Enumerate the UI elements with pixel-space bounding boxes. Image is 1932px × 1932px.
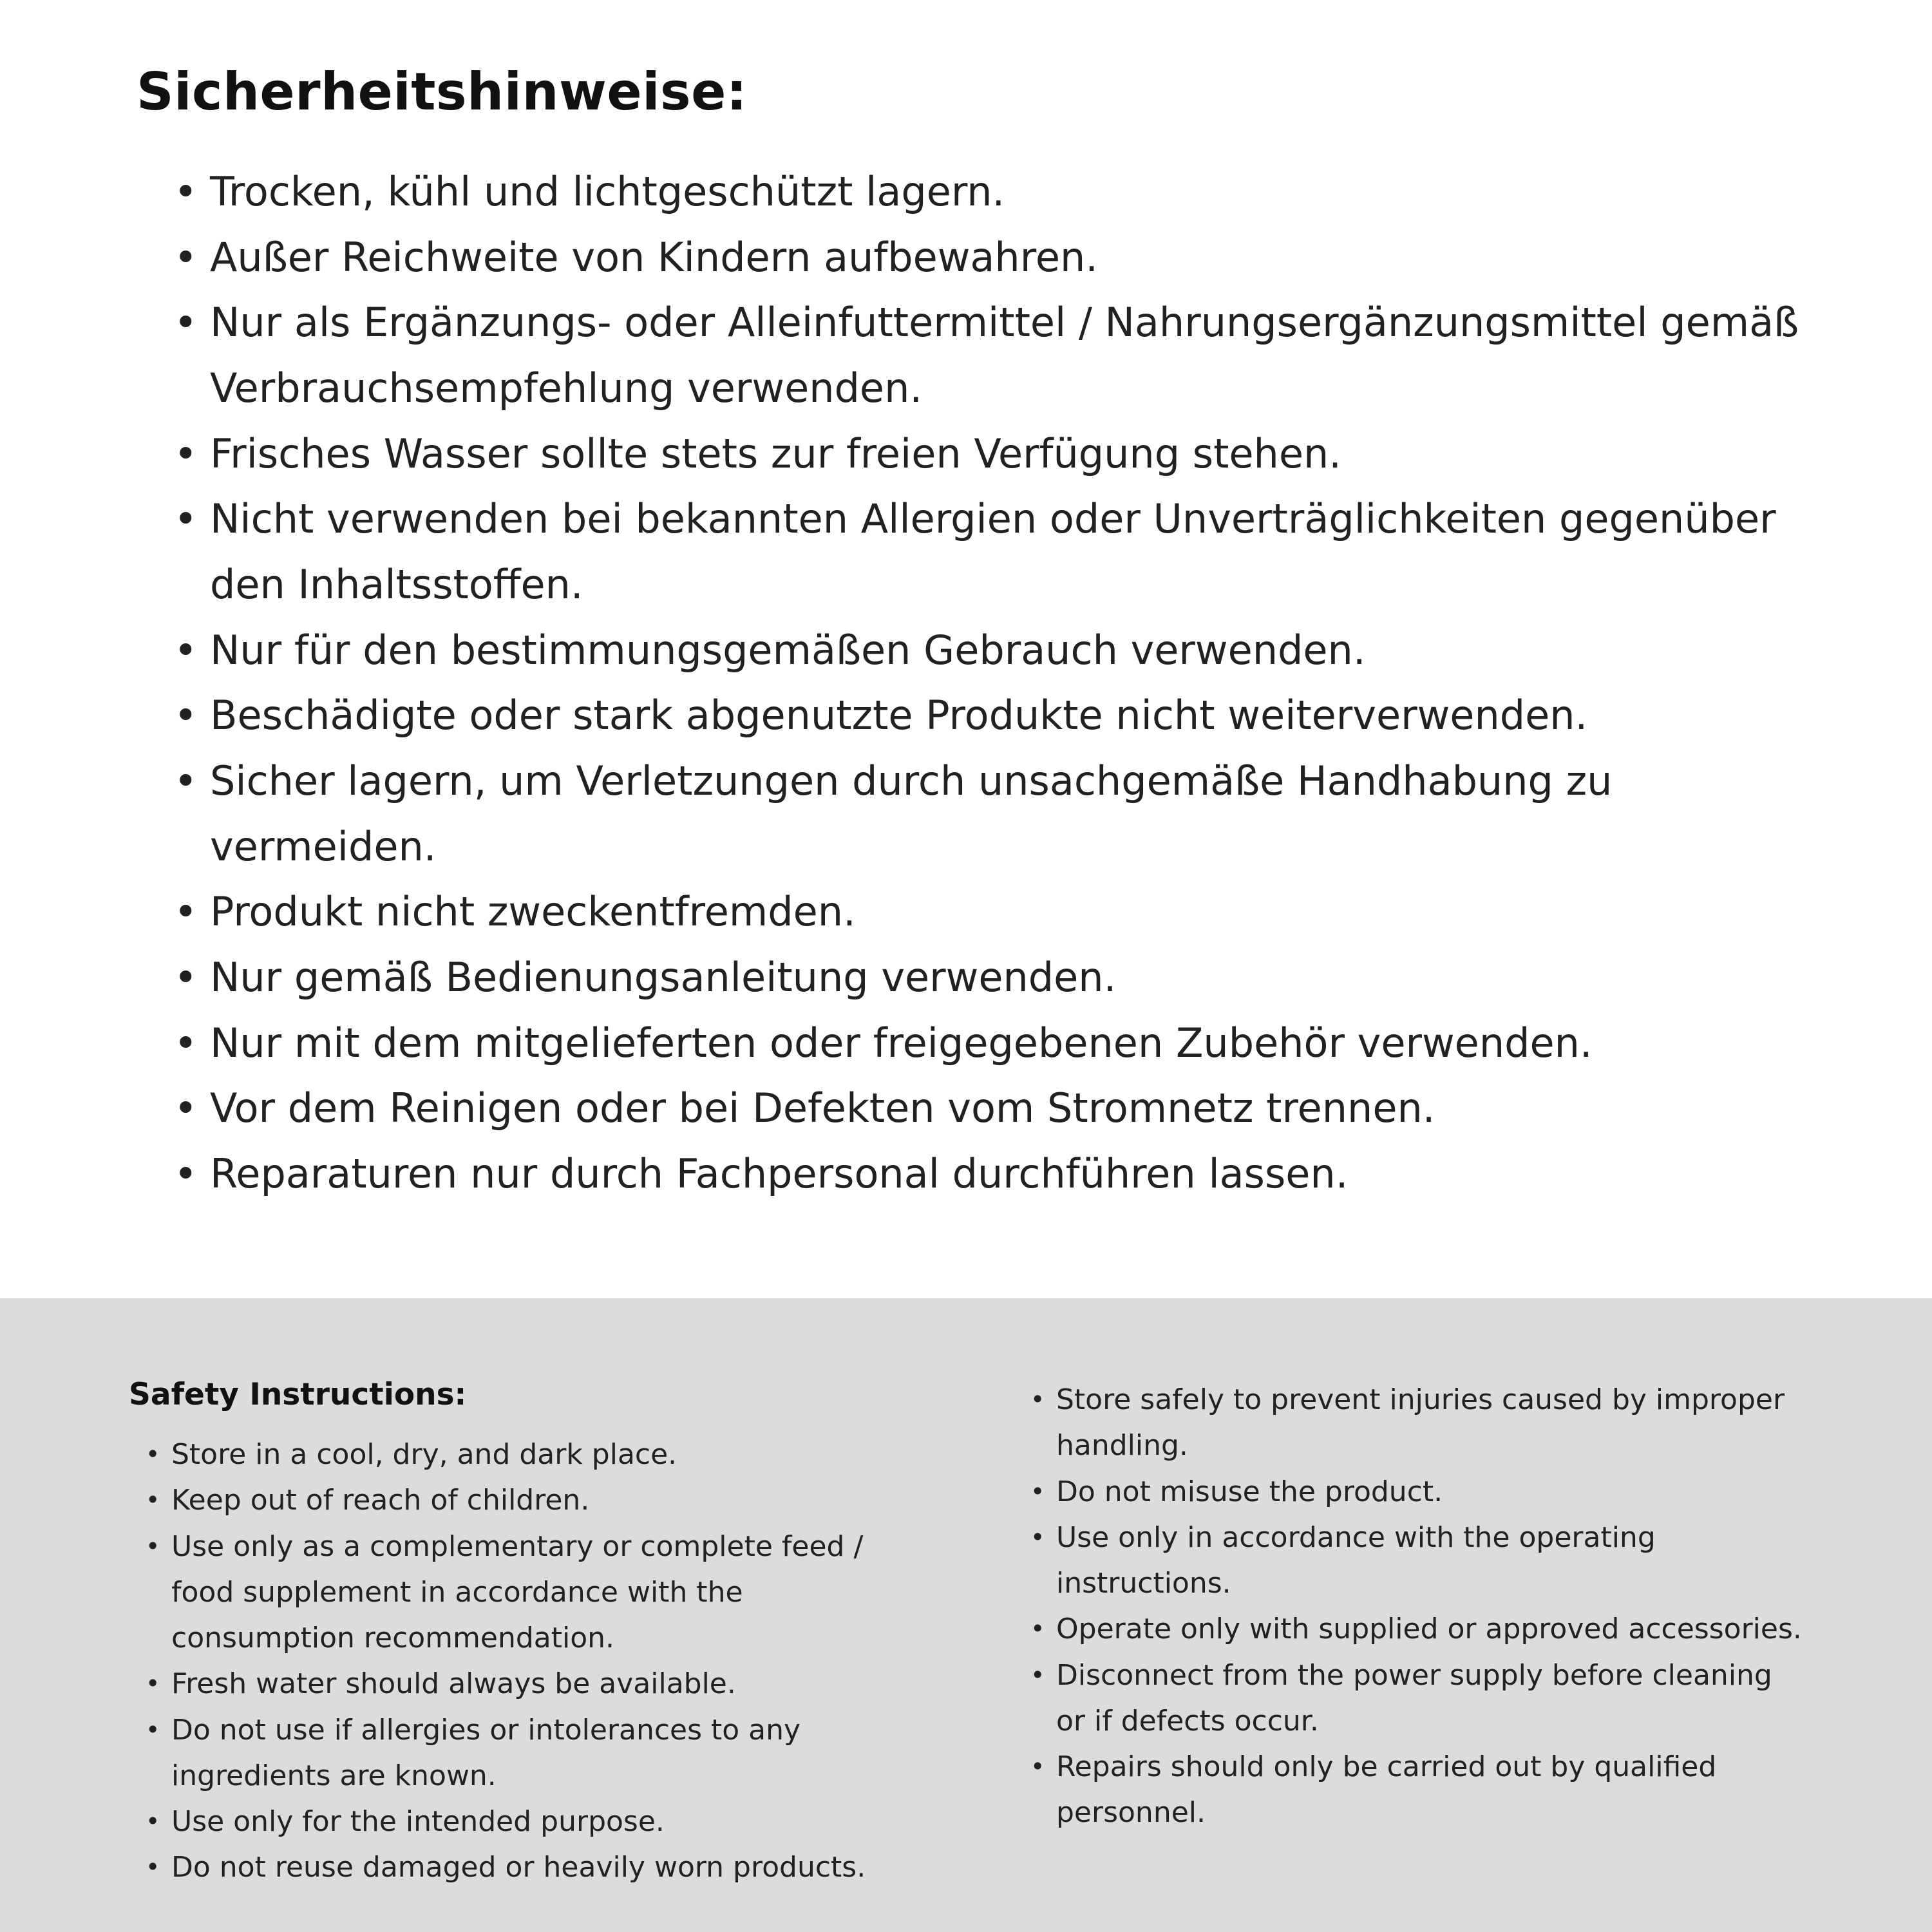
english-left-column [129, 1377, 908, 1932]
english-bullet-item: • Use only for the intended purpose. [146, 1799, 908, 1844]
english-bullet-item: • Operate only with supplied or approved accessories. [1030, 1606, 1810, 1652]
english-bullet-item: • Use only as a complementary or complete feed / food supplement in accordance with the consumption recommendation. [146, 1524, 908, 1662]
english-bullet-item: • Do not use if allergies or intolerances to any ingredients are known. [146, 1707, 908, 1799]
german-bullet-item: • Trocken, kühl und lichtgeschützt lagern. [174, 159, 1842, 225]
english-bullet-item: • Fresh water should always be available. [146, 1661, 908, 1707]
english-bullet-item: • Store safely to prevent injuries caused by improper handling. [1030, 1377, 1810, 1469]
english-bullet-item: • Repairs should only be carried out by qualified personnel. [1030, 1744, 1810, 1836]
german-bullet-item: • Beschädigte oder stark abgenutzte Produkte nicht weiterverwenden. [174, 683, 1842, 748]
german-bullet-item: • Produkt nicht zweckentfremden. [174, 879, 1842, 945]
german-bullet-item: • Reparaturen nur durch Fachpersonal durchführen lassen. [174, 1141, 1842, 1207]
german-bullet-item: • Sicher lagern, um Verletzungen durch unsachgemäße Handhabung zu vermeiden. [174, 748, 1842, 879]
english-bullet-item: • Use only in accordance with the operating instructions. [1030, 1515, 1810, 1607]
german-bullet-item: • Nur als Ergänzungs- oder Alleinfuttermittel / Nahrungsergänzungsmittel gemäß Verbrauchsempfehlung verwenden. [174, 290, 1842, 421]
german-section-title: Sicherheitshinweise: [137, 62, 748, 122]
german-bullet-item: • Nur für den bestimmungsgemäßen Gebrauch verwenden. [174, 618, 1842, 683]
english-bullet-item: • Keep out of reach of children. [146, 1477, 908, 1523]
english-right-bullet-list [1030, 1377, 1810, 1836]
german-bullet-item: • Nicht verwenden bei bekannten Allergien oder Unverträglichkeiten gegenüber den Inhaltsstoffen. [174, 486, 1842, 617]
german-bullet-list [137, 159, 1842, 1207]
german-bullet-item: • Vor dem Reinigen oder bei Defekten vom Stromnetz trennen. [174, 1075, 1842, 1141]
german-bullet-item: • Nur gemäß Bedienungsanleitung verwenden. [174, 945, 1842, 1010]
german-bullet-item: • Frisches Wasser sollte stets zur freien Verfügung stehen. [174, 421, 1842, 487]
english-right-column [1030, 1377, 1810, 1932]
german-bullet-item: • Nur mit dem mitgelieferten oder freigegebenen Zubehör verwenden. [174, 1010, 1842, 1076]
german-bullet-item: • Außer Reichweite von Kindern aufbewahren. [174, 225, 1842, 290]
english-section [0, 1298, 1932, 1932]
english-bullet-item: • Store in a cool, dry, and dark place. [146, 1432, 908, 1477]
english-bullet-item: • Do not reuse damaged or heavily worn products. [146, 1844, 908, 1890]
english-section-title: Safety Instructions: [129, 1377, 467, 1412]
english-bullet-item: • Do not misuse the product. [1030, 1469, 1810, 1515]
english-bullet-item: • Disconnect from the power supply before cleaning or if defects occur. [1030, 1653, 1810, 1745]
english-left-bullet-list [129, 1432, 908, 1891]
